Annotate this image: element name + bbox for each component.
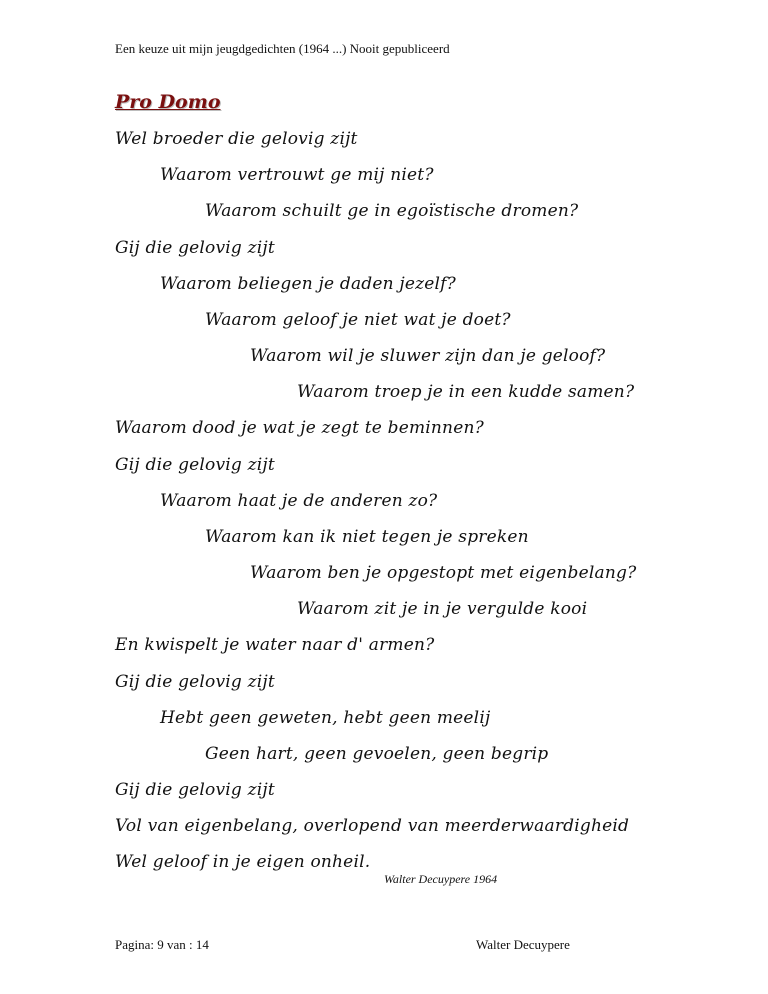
poem-line: Waarom kan ik niet tegen je spreken	[205, 527, 529, 547]
poem-line: Waarom troep je in een kudde samen?	[297, 382, 635, 402]
poem-line: Waarom wil je sluwer zijn dan je geloof?	[250, 346, 606, 366]
poem-line: Gij die gelovig zijt	[115, 780, 275, 800]
poem-line: Wel geloof in je eigen onheil.	[115, 852, 371, 872]
poem-line: Vol van eigenbelang, overlopend van meerderwaardigheid	[115, 816, 630, 836]
page-number: Pagina: 9 van : 14	[115, 937, 209, 952]
poem-line: En kwispelt je water naar d' armen?	[115, 635, 435, 655]
poem-title: Pro Domo	[115, 91, 221, 113]
poem-line: Waarom schuilt ge in egoïstische dromen?	[205, 201, 579, 221]
poem-line: Waarom vertrouwt ge mij niet?	[160, 165, 434, 185]
poem-line: Waarom haat je de anderen zo?	[160, 491, 438, 511]
poem-line: Hebt geen geweten, hebt geen meelij	[160, 708, 491, 728]
poem-line: Waarom zit je in je vergulde kooi	[297, 599, 588, 619]
poem-line: Gij die gelovig zijt	[115, 238, 275, 258]
poem-line: Wel broeder die gelovig zijt	[115, 129, 358, 149]
poem-line: Gij die gelovig zijt	[115, 455, 275, 475]
poem-line: Waarom beliegen je daden jezelf?	[160, 274, 456, 294]
poem-line: Waarom ben je opgestopt met eigenbelang?	[250, 563, 637, 583]
poem-line: Geen hart, geen gevoelen, geen begrip	[205, 744, 549, 764]
signature: Walter Decuypere 1964	[384, 872, 498, 886]
document-header: Een keuze uit mijn jeugdgedichten (1964 ...) Nooit gepubliceerd	[115, 41, 450, 56]
poem-line: Waarom dood je wat je zegt te beminnen?	[115, 418, 484, 438]
footer-author: Walter Decuypere	[476, 937, 570, 952]
poem-line: Waarom geloof je niet wat je doet?	[205, 310, 511, 330]
poem-line: Gij die gelovig zijt	[115, 672, 275, 692]
